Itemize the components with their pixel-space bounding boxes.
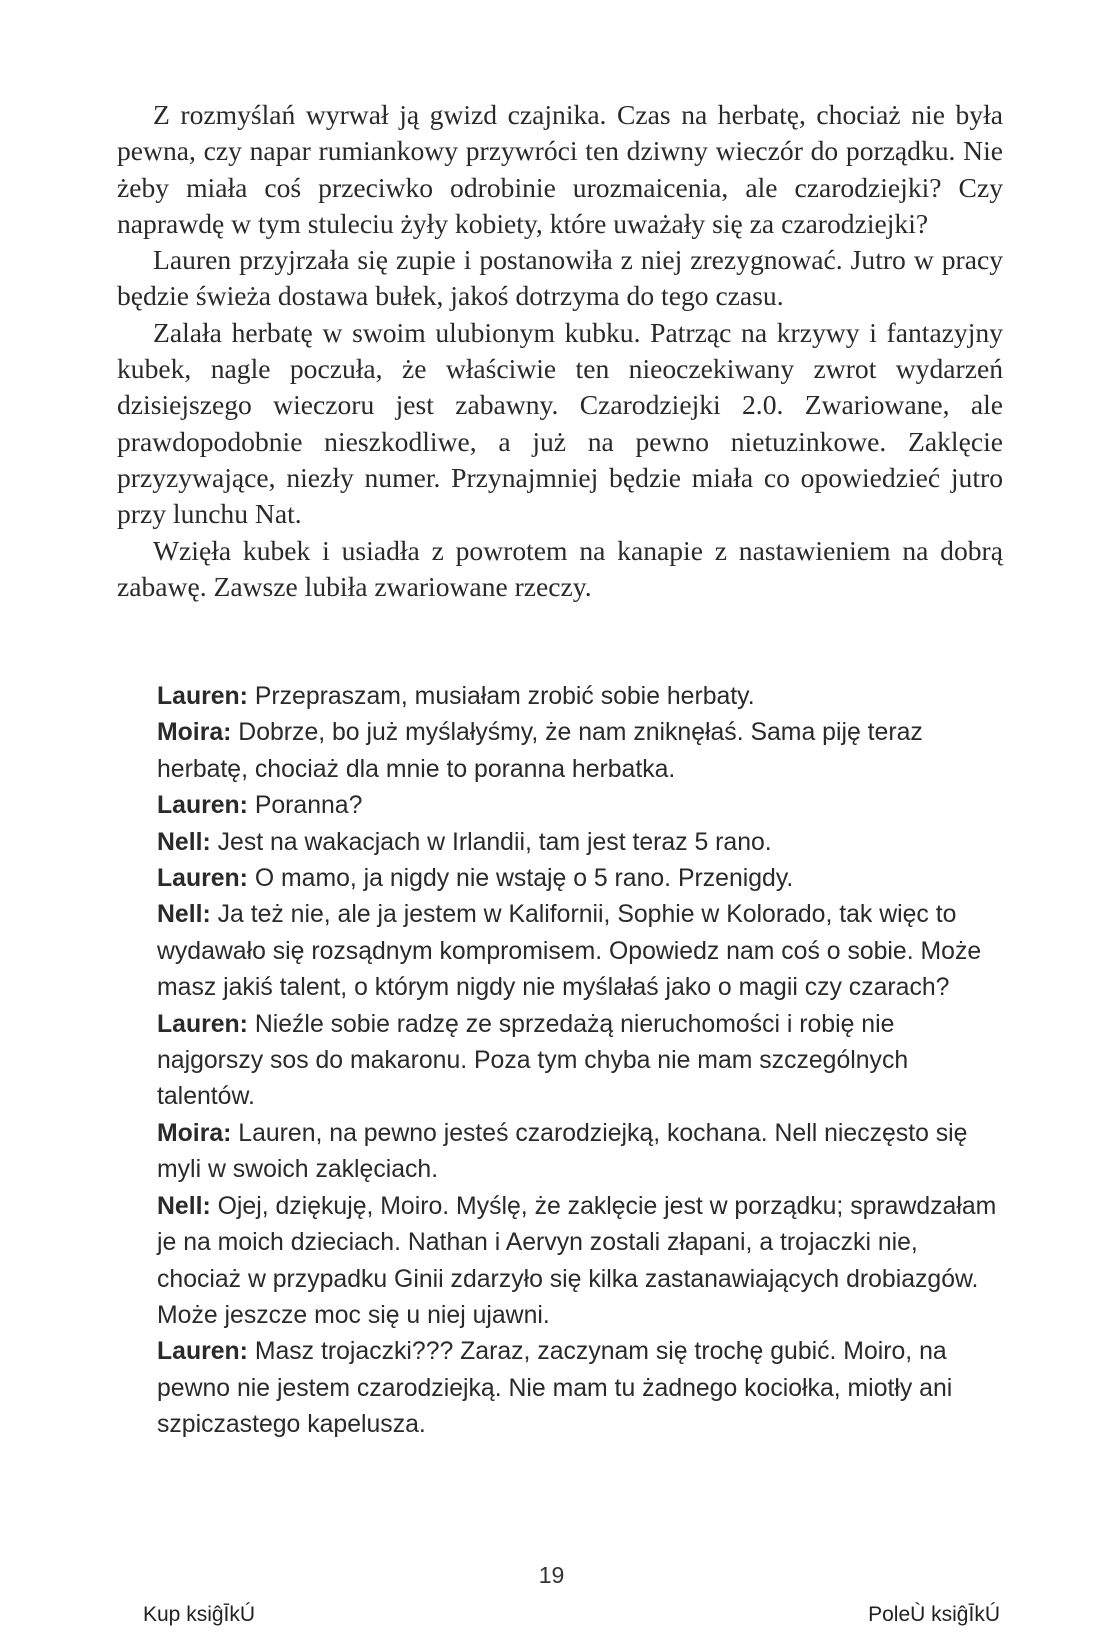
chat-speaker: Moira: <box>157 1119 232 1147</box>
chat-line <box>157 861 1003 897</box>
chat-speaker: Lauren: <box>157 865 248 893</box>
chat-line <box>157 1007 1003 1116</box>
recommend-book-link[interactable]: PoleÙ ksiĝĪkÚ <box>868 1603 1000 1626</box>
chat-message: Dobrze, bo już myślałyśmy, że nam zniknęłaś. Sama piję teraz herbatę, chociaż dla mnie to poranna herbatka. <box>157 719 923 783</box>
paragraph: Z rozmyślań wyrwał ją gwizd czajnika. Czas na herbatę, chociaż nie była pewna, czy napar rumiankowy przywróci ten dziwny wieczór do porządku. Nie żeby miała coś przeciwko odrobinie urozmaicenia, ale czarodziejki? Czy naprawdę w tym stuleciu żyły kobiety, które uważały się za czarodziejki? <box>117 99 1003 239</box>
chat-speaker: Lauren: <box>157 792 248 820</box>
chat-message: Lauren, na pewno jesteś czarodziejką, kochana. Nell nieczęsto się myli w swoich zaklęciach. <box>157 1119 968 1184</box>
chat-message: Ojej, dziękuję, Moiro. Myślę, że zaklęcie jest w porządku; sprawdzałam je na moich dzieciach. Nathan i Aervyn zostali złapani, a trojaczki nie, chociaż w przypadku Ginii zdarzyło się kilka zastanawiających drobiazgów. Może jeszcze moc się u niej ujawni. <box>157 1192 997 1329</box>
chat-speaker: Nell: <box>157 1192 211 1220</box>
paragraph: Lauren przyjrzała się zupie i postanowiła z niej zrezygnować. Jutro w pracy będzie świeża dostawa bułek, jakoś dotrzyma do tego czasu. <box>117 244 1003 312</box>
chat-message: Nieźle sobie radzę ze sprzedażą nieruchomości i robię nie najgorszy sos do makaronu. Poza tym chyba nie mam szczególnych talentów. <box>157 1010 909 1111</box>
chat-transcript <box>157 679 1003 1444</box>
chat-message: Masz trojaczki??? Zaraz, zaczynam się trochę gubić. Moiro, na pewno nie jestem czarodziejką. Nie mam tu żadnego kociołka, miotły ani szpiczastego kapelusza. <box>157 1338 953 1439</box>
chat-speaker: Nell: <box>157 901 211 929</box>
chat-message: Poranna? <box>247 792 363 820</box>
chat-message: Przepraszam, musiałam zrobić sobie herbaty. <box>247 683 755 710</box>
chat-message: O mamo, ja nigdy nie wstaję o 5 rano. Przenigdy. <box>247 865 794 893</box>
paragraph: Zalała herbatę w swoim ulubionym kubku. Patrząc na krzywy i fantazyjny kubek, nagle poczuła, że właściwie ten nieoczekiwany zwrot wydarzeń dzisiejszego wieczoru jest zabawny. Czarodziejki 2.0. Zwariowane, ale prawdopodobnie nieszkodliwe, a już na pewno nietuzinkowe. Zaklęcie przyzywające, niezły numer. Przynajmniej będzie miała co opowiedzieć jutro przy lunchu Nat. <box>117 316 1003 530</box>
paragraph: Wzięła kubek i usiadła z powrotem na kanapie z nastawieniem na dobrą zabawę. Zawsze lubiła zwariowane rzeczy. <box>117 534 1003 602</box>
narrative-text <box>117 97 1003 605</box>
page-number: 19 <box>538 1562 565 1588</box>
chat-speaker: Moira: <box>157 719 232 747</box>
chat-speaker: Lauren: <box>157 1010 248 1038</box>
chat-line <box>157 679 1003 715</box>
chat-speaker: Nell: <box>157 828 211 856</box>
chat-line <box>157 897 1003 1006</box>
chat-message: Jest na wakacjach w Irlandii, tam jest teraz 5 rano. <box>210 828 772 856</box>
chat-line <box>157 788 1003 824</box>
buy-book-link[interactable]: Kup ksiĝĪkÚ <box>143 1603 256 1626</box>
chat-line <box>157 1334 1003 1443</box>
chat-speaker: Lauren: <box>157 1338 248 1366</box>
chat-line <box>157 1189 1003 1335</box>
chat-speaker: Lauren: <box>157 683 248 710</box>
chat-line <box>157 825 1003 861</box>
chat-line <box>157 715 1003 788</box>
chat-line <box>157 1116 1003 1189</box>
chat-message: Ja też nie, ale ja jestem w Kalifornii, Sophie w Kolorado, tak więc to wydawało się rozsądnym kompromisem. Opowiedz nam coś o sobie. Może masz jakiś talent, o którym nigdy nie myślałaś jako o magii czy czarach? <box>157 901 982 1002</box>
